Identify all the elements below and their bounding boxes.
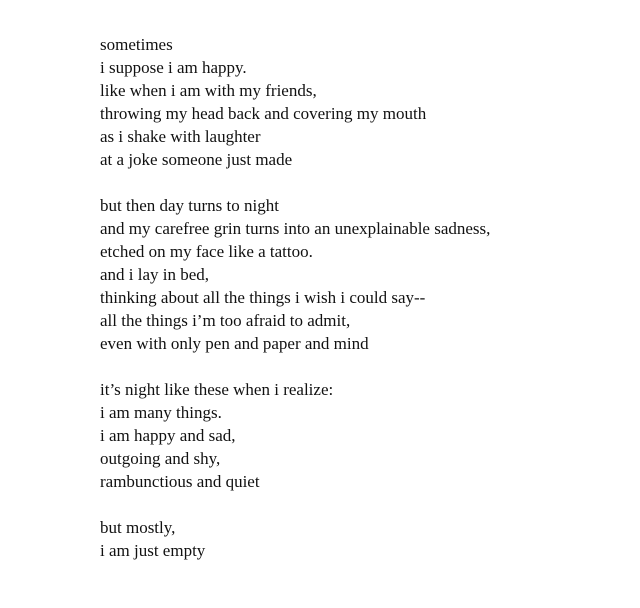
poem-line: i am happy and sad, [100,426,236,445]
poem-line: but mostly, [100,518,176,537]
poem-line: sometimes [100,35,173,54]
poem-line: like when i am with my friends, [100,81,317,100]
poem-line: outgoing and shy, [100,449,221,468]
poem-line: and i lay in bed, [100,265,210,284]
poem-line: but then day turns to night [100,196,279,215]
poem-line: all the things i’m too afraid to admit, [100,311,351,330]
poem-line: at a joke someone just made [100,150,293,169]
poem-text [100,33,630,562]
poem-line: even with only pen and paper and mind [100,334,369,353]
poem-line: and my carefree grin turns into an unexplainable sadness, [100,219,491,238]
poem-line: etched on my face like a tattoo. [100,242,313,261]
poem-line: i suppose i am happy. [100,58,247,77]
poem-line: rambunctious and quiet [100,472,260,491]
poem-line: it’s night like these when i realize: [100,380,334,399]
poem-line: i am just empty [100,541,206,560]
stanza-1 [100,33,630,171]
stanza-4 [100,516,630,562]
stanza-2 [100,194,630,355]
stanza-3 [100,378,630,493]
poem-line: thinking about all the things i wish i could say-- [100,288,426,307]
poem-line: throwing my head back and covering my mouth [100,104,427,123]
poem-line: as i shake with laughter [100,127,261,146]
poem-line: i am many things. [100,403,222,422]
